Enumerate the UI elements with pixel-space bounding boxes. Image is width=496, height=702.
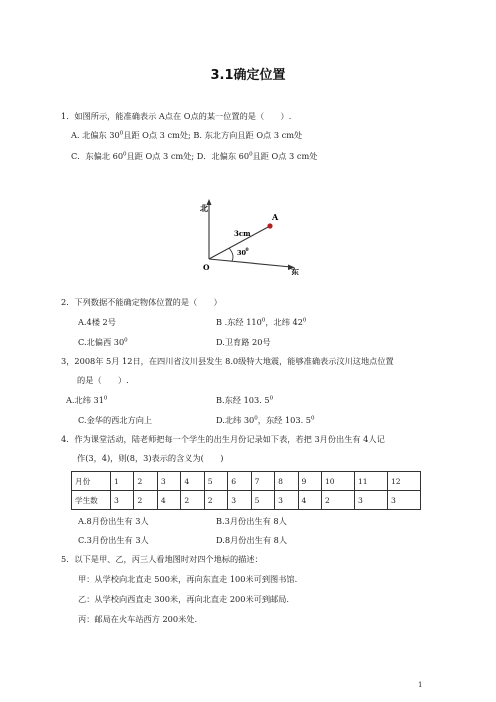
q4-option-c: C.3月份出生有 3人 [78, 535, 149, 545]
count-cell: 3 [275, 491, 298, 510]
q4-stem: 4．作为课堂活动，陆老师把每一个学生的出生月份记录如下表，若把 3月份出生有 4人记 [61, 434, 385, 444]
count-cell: 4 [157, 491, 180, 510]
q4-option-b: B.3月份出生有 8人 [216, 516, 287, 526]
month-cell: 6 [228, 472, 251, 491]
angle-label: 30 [237, 249, 247, 257]
q2-stem: 2．下列数据不能确定物体位置的是（ ） [61, 297, 222, 307]
q3-option-a: A.北纬 $31^0$ [66, 395, 108, 405]
month-cell: 11 [354, 472, 387, 491]
month-cell: 9 [298, 472, 321, 491]
east-ray [209, 259, 291, 267]
count-cell: 3 [228, 491, 251, 510]
direction-diagram [195, 197, 305, 275]
count-cell: 2 [204, 491, 227, 510]
table-row-counts [72, 491, 421, 510]
east-label: 东 [291, 267, 299, 275]
count-cell: 3 [354, 491, 387, 510]
month-cell: 12 [387, 472, 420, 491]
q4-stem-2: 作(3，4)，则(8，3)表示的含义为( ) [77, 453, 224, 463]
distance-label: 3cm [234, 229, 251, 238]
table-header-cell: 月份 [72, 472, 111, 491]
q2-option-a: A.4楼 2号 [78, 317, 116, 327]
q4-option-a: A.8月份出生有 3人 [78, 516, 149, 526]
count-cell: 3 [387, 491, 420, 510]
q3-stem-2: 的是（ ）. [77, 375, 129, 385]
month-cell: 7 [251, 472, 274, 491]
q3-stem: 3，2008年 5月 12日，在四川省汶川县发生 8.0级特大地震，能够准确表示汶川这地点位置 [61, 356, 394, 366]
q3-option-d: D.北纬 $30^0$，东经 103. $5^0$ [216, 415, 315, 425]
table-header-cell: 学生数 [72, 491, 111, 510]
table-row-months [72, 472, 421, 491]
birth-month-table [71, 471, 421, 510]
month-cell: 5 [204, 472, 227, 491]
q4-option-d: D.8月份出生有 8人 [216, 535, 288, 545]
origin-label: O [203, 263, 210, 272]
month-cell: 2 [134, 472, 157, 491]
angle-degree: 0 [245, 248, 249, 253]
q1-stem: 1．如图所示，能准确表示 A点在 O点的某一位置的是（ ）. [61, 111, 292, 121]
q5-jia: 甲：从学校向北直走 500米，再向东直走 100米可到图书馆. [78, 574, 298, 584]
q5-yi: 乙：从学校向西直走 300米，再向北直走 200米可到邮局. [78, 594, 290, 604]
q5-stem: 5．以下是甲、乙，丙三人看地图时对四个地标的描述： [61, 554, 263, 564]
angle-arc [229, 248, 233, 261]
point-a-label: A [272, 212, 279, 222]
q1-options-cd: C．东偏北 $60^0$且距 O点 3 cm处; D．北偏东 $60^0$且距 O点 3 cm处 [71, 151, 318, 161]
page-number: 1 [418, 681, 423, 689]
count-cell: 3 [111, 491, 134, 510]
north-label: 北 [200, 203, 208, 213]
count-cell: 5 [251, 491, 274, 510]
month-cell: 10 [321, 472, 354, 491]
month-cell: 4 [181, 472, 204, 491]
page-title: 3.1确定位置 [210, 68, 286, 83]
point-a-dot [267, 223, 272, 228]
month-cell: 8 [275, 472, 298, 491]
q2-option-d: D.卫育路 20号 [216, 337, 271, 347]
count-cell: 2 [181, 491, 204, 510]
q5-bing: 丙：邮局在火车站西方 200米处. [78, 614, 198, 624]
q2-option-c: C.北偏西 $30^0$ [78, 337, 128, 347]
count-cell: 2 [134, 491, 157, 510]
q3-option-c: C.金华的西北方向上 [78, 415, 153, 425]
month-cell: 1 [111, 472, 134, 491]
count-cell: 2 [321, 491, 354, 510]
diagram-svg [195, 197, 305, 275]
q3-option-b: B.东经 103. $5^0$ [216, 395, 274, 405]
month-cell: 3 [157, 472, 180, 491]
count-cell: 4 [298, 491, 321, 510]
q2-option-b: B .东经 $110^0$，北纬 $42^0$ [216, 317, 307, 327]
q1-options-ab: A. 北偏东 $30^0$且距 O点 3 cm处; B. 东北方向且距 O点 3 cm处 [71, 130, 303, 140]
